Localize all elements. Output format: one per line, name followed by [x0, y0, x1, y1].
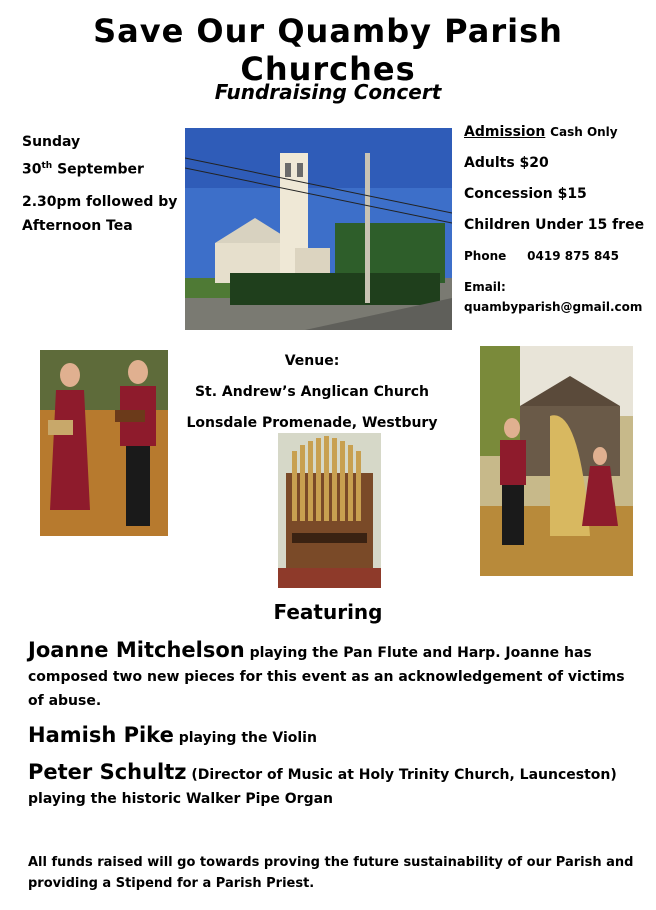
admission-note: Cash Only: [550, 125, 618, 139]
price-children: Children Under 15 free: [464, 217, 645, 233]
email-address[interactable]: quambyparish@gmail.com: [464, 300, 643, 314]
venue-info: [180, 346, 444, 439]
performers-photo-left: [40, 350, 168, 536]
performers-photo-right: [480, 346, 633, 576]
event-details: [22, 130, 182, 246]
venue-address: Lonsdale Promenade, Westbury: [186, 415, 438, 431]
event-date-num: 30: [22, 161, 42, 178]
performer-name: Joanne Mitchelson: [28, 638, 245, 662]
performer-peter: [28, 760, 638, 811]
phone-label: Phone: [464, 249, 507, 263]
venue-label: Venue:: [284, 353, 340, 369]
venue-church: St. Andrew’s Anglican Church: [194, 384, 430, 400]
event-day: Sunday: [22, 134, 81, 150]
performer-desc: playing the Violin: [173, 730, 317, 746]
phone-number: 0419 875 845: [527, 249, 620, 263]
performers-list: [28, 638, 638, 821]
church-photo: [185, 128, 452, 330]
organ-photo: [278, 433, 381, 588]
admission-info: [464, 122, 654, 317]
featuring-heading: Featuring: [273, 600, 383, 624]
footer-note: All funds raised will go towards proving the future sustainability of our Parish and providing a Stipend for a Parish Priest.: [28, 855, 634, 891]
performer-hamish: [28, 723, 638, 750]
performer-name: Hamish Pike: [28, 723, 174, 747]
performer-desc: (Director of Music at Holy Trinity Church, Launceston) playing the historic Walker Pipe Organ: [28, 767, 617, 807]
event-month: September: [57, 161, 144, 178]
event-date-suffix: th: [41, 161, 53, 171]
page-title: Save Our Quamby Parish Churches: [93, 12, 563, 88]
price-concession: Concession $15: [464, 186, 587, 202]
performer-name: Peter Schultz: [28, 760, 187, 784]
email-label: Email:: [464, 280, 506, 294]
subtitle: Fundraising Concert: [214, 80, 442, 104]
price-adults: Adults $20: [464, 155, 549, 171]
performer-joanne: [28, 638, 638, 713]
performer-desc: playing the Pan Flute and Harp. Joanne has composed two new pieces for this event as an acknowledgement of victims of abuse.: [28, 645, 625, 709]
admission-heading: Admission: [464, 124, 546, 140]
event-time: 2.30pm followed by Afternoon Tea: [22, 193, 178, 234]
